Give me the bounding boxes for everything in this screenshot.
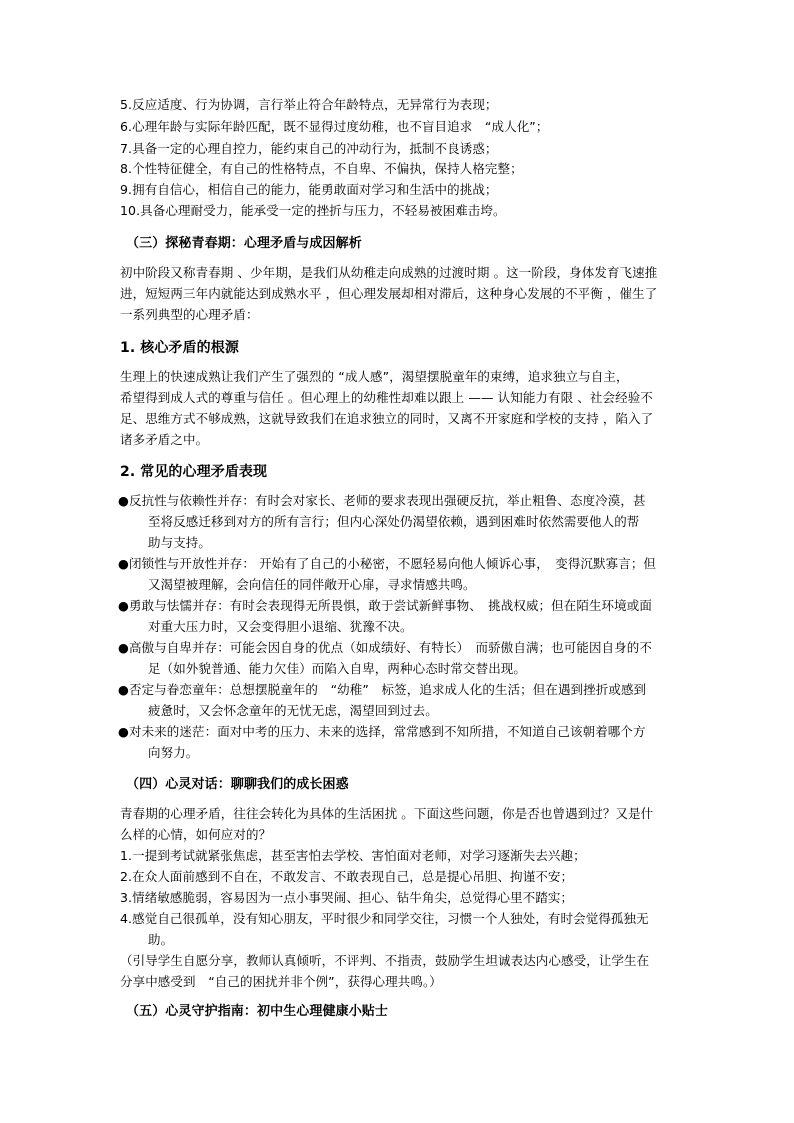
paragraph-line: 初中阶段又称青春期 、少年期，是我们从幼稚走向成熟的过渡时期 。这一阶段，身体发育飞速推 — [120, 265, 658, 280]
subsection-heading: 1. 核心矛盾的根源 — [120, 340, 239, 356]
bullet-item: ●对未来的迷茫：面对中考的压力、未来的选择，常常感到不知所措，不知道自己该朝着哪个方 — [118, 724, 646, 739]
paragraph-line: 足、思维方式不够成熟，这就导致我们在追求独立的同时，又离不开家庭和学校的支持 ，陷入了 — [120, 411, 654, 426]
list-item: 4.感觉自己很孤单，没有知心朋友，平时很少和同学交往，习惯一个人独处，有时会觉得孤独无 — [120, 911, 649, 926]
paragraph-line: 青春期的心理矛盾，往往会转化为具体的生活困扰 。下面这些问题，你是否也曾遇到过？又是什 — [120, 806, 654, 821]
bullet-continuation: 向努力。 — [148, 745, 199, 760]
bullet-item: ●否定与眷恋童年：总想摆脱童年的 “幼稚” 标签，追求成人化的生活；但在遇到挫折或感到 — [118, 682, 647, 697]
list-item-continuation: 助。 — [148, 932, 174, 947]
bullet-item: ●闭锁性与开放性并存： 开始有了自己的小秘密，不愿轻易向他人倾诉心事， 变得沉默寡言；但 — [118, 556, 657, 571]
section-heading: （三）探秘青春期：心理矛盾与成因解析 — [126, 236, 362, 251]
paragraph-line: 希望得到成人式的尊重与信任 。但心理上的幼稚性却难以跟上 —— 认知能力有限 、社会经验不 — [120, 390, 653, 405]
bullet-continuation: 对重大压力时，又会变得胆小退缩、犹豫不决。 — [148, 619, 413, 634]
paragraph-line: 进，短短两三年内就能达到成熟水平 ，但心理发展却相对滞后，这种身心发展的不平衡 ，催生了 — [120, 286, 658, 301]
bullet-continuation: 足（如外貌普通、能力欠佳）而陷入自卑，两种心态时常交替出现。 — [148, 661, 527, 676]
list-item: 5.反应适度、行为协调，言行举止符合年龄特点，无异常行为表现； — [120, 97, 498, 112]
list-item: 2.在众人面前感到不自在，不敢发言、不敢表现自己，总是提心吊胆、拘谨不安； — [120, 869, 574, 884]
list-item: 9.拥有自信心，相信自己的能力，能勇敢面对学习和生活中的挑战； — [120, 182, 498, 197]
list-item: 10.具备心理耐受力，能承受一定的挫折与压力，不轻易被困难击垮。 — [120, 203, 506, 218]
list-item: 8.个性特征健全，有自己的性格特点，不自卑、不偏执，保持人格完整； — [120, 161, 523, 176]
list-item: 1.一提到考试就紧张焦虑，甚至害怕去学校、害怕面对老师，对学习逐渐失去兴趣； — [120, 848, 586, 863]
paragraph-line: 么样的心情，如何应对的？ — [120, 827, 272, 842]
list-item: 3.情绪敏感脆弱，容易因为一点小事哭闹、担心、钻牛角尖，总觉得心里不踏实； — [120, 890, 574, 905]
bullet-item: ●勇敢与怯懦并存：有时会表现得无所畏惧，敢于尝试新鲜事物、 挑战权威；但在陌生环境或面 — [118, 598, 652, 613]
note-line: （引导学生自愿分享，教师认真倾听，不评判、不指责，鼓励学生坦诚表达内心感受，让学生在 — [120, 953, 650, 968]
note-line: 分享中感受到 “自己的困扰并非个例”，获得心理共鸣。） — [120, 974, 442, 989]
subsection-heading: 2. 常见的心理矛盾表现 — [120, 464, 268, 480]
bullet-continuation: 又渴望被理解，会向信任的同伴敞开心扉，寻求情感共鸣。 — [148, 577, 476, 592]
bullet-item: ●高傲与自卑并存：可能会因自身的优点（如成绩好、有特长） 而骄傲自满；也可能因自身的不 — [118, 640, 652, 655]
paragraph-line: 一系列典型的心理矛盾： — [120, 307, 259, 322]
paragraph-line: 生理上的快速成熟让我们产生了强烈的 “成人感”，渴望摆脱童年的束缚，追求独立与自主， — [120, 369, 629, 384]
paragraph-line: 诸多矛盾之中。 — [120, 432, 209, 447]
bullet-item: ●反抗性与依赖性并存：有时会对家长、老师的要求表现出强硬反抗，举止粗鲁、态度冷漠，甚 — [118, 493, 646, 508]
section-heading: （五）心灵守护指南：初中生心理健康小贴士 — [126, 1004, 389, 1019]
list-item: 6.心理年龄与实际年龄匹配，既不显得过度幼稚，也不盲目追求 “成人化”； — [120, 119, 549, 134]
section-heading: （四）心灵对话：聊聊我们的成长困惑 — [126, 777, 349, 792]
bullet-continuation: 至将反感迁移到对方的所有言行；但内心深处仍渴望依赖，遇到困难时依然需要他人的帮 — [148, 514, 640, 529]
list-item: 7.具备一定的心理自控力，能约束自己的冲动行为，抵制不良诱惑； — [120, 141, 498, 156]
bullet-continuation: 疲惫时，又会怀念童年的无忧无虑，渴望回到过去。 — [148, 703, 438, 718]
bullet-continuation: 助与支持。 — [148, 535, 212, 550]
